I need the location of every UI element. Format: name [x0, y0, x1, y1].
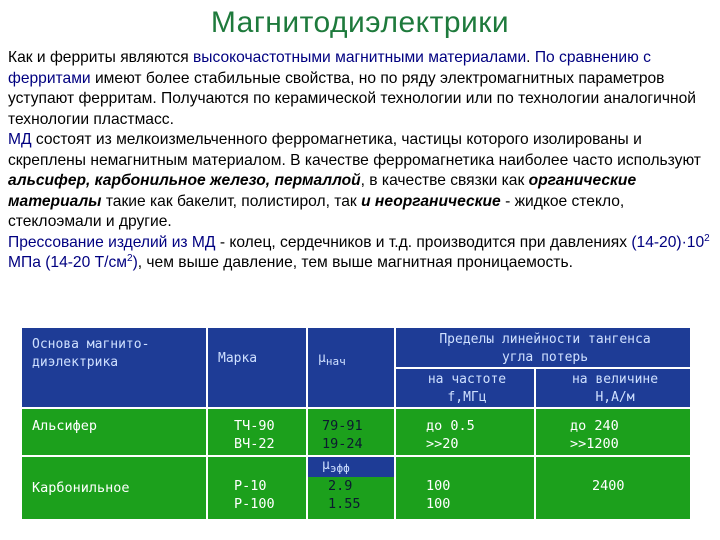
- mu-symbol: μ: [318, 351, 326, 366]
- row-carbonyl-base: [21, 456, 207, 520]
- cell-text: 2.9 1.55: [328, 478, 361, 512]
- header-mu-initial: [307, 327, 395, 408]
- highlight-span: высокочастотными магнитными материалами: [193, 49, 527, 66]
- mu-subscript: эфф: [329, 462, 350, 475]
- mu-symbol: μ: [322, 458, 330, 473]
- text-span: имеют более стабильные свойства, но по ряду электромагнитных параметров уступают ферритам. Получаются по керамической технологии или по технологии аналогичной технологии пластмасс.: [8, 69, 696, 128]
- highlight-span: По сравнению с ферритами: [8, 49, 651, 87]
- text-span: состоят из мелкоизмельченного ферромагнетика, частицы которого изолированы и скреплены немагнитным материалом. В качестве ферромагнетика наиболее часто используют: [8, 131, 701, 169]
- row-carbonyl-frequency: [395, 456, 535, 520]
- text-span: - жидкое стекло, стеклоэмали и другие.: [8, 192, 625, 230]
- paragraph-1: [8, 48, 714, 130]
- row-carbonyl-mu: [307, 456, 395, 520]
- highlight-span: МД: [8, 131, 32, 148]
- row-carbonyl-mark: [207, 456, 307, 520]
- emphasis-span: органические материалы: [8, 172, 637, 210]
- row-alsifer-base: [21, 408, 207, 456]
- header-frequency-label: на частоте f,МГц: [427, 372, 507, 405]
- header-base-label: Основа магнито- диэлектрика: [32, 337, 150, 370]
- cell-text: 2400: [592, 478, 625, 494]
- row-carbonyl-field: [535, 456, 691, 520]
- header-limits-label: Пределы линейности тангенса угла потерь: [439, 332, 651, 365]
- properties-table: [20, 326, 692, 521]
- text-span: - колец, сердечников и т.д. производится при давлениях: [215, 233, 632, 251]
- header-base: [21, 327, 207, 408]
- row-alsifer-field: [535, 408, 691, 456]
- paragraph-3: [8, 233, 714, 274]
- row-alsifer-mu: [307, 408, 395, 456]
- mu-subscript: нач: [325, 355, 346, 368]
- text-span: , в качестве связки как: [360, 172, 529, 189]
- superscript: 2: [704, 232, 710, 244]
- text-span: .: [526, 49, 535, 66]
- header-field: [535, 368, 691, 408]
- header-mark: [207, 327, 307, 408]
- row-alsifer-mark: [207, 408, 307, 456]
- emphasis-span: альсифер, карбонильное железо, пермаллой: [8, 172, 361, 189]
- cell-text: Карбонильное: [32, 480, 130, 496]
- header-field-label: на величине H,A/м: [571, 372, 659, 405]
- page-title: Магнитодиэлектрики: [210, 6, 510, 39]
- cell-text: до 0.5 >>20: [426, 418, 475, 452]
- header-frequency: [395, 368, 535, 408]
- cell-text: 79-91 19-24: [322, 418, 363, 452]
- cell-text: до 240 >>1200: [570, 418, 619, 452]
- text-span: такие как бакелит, полистирол, так: [101, 192, 362, 210]
- cell-text: Р-10 Р-100: [234, 478, 275, 512]
- row-alsifer-frequency: [395, 408, 535, 456]
- highlight-span: Прессование изделий из МД: [8, 233, 216, 251]
- mu-effective-label: [308, 457, 394, 477]
- cell-text: ТЧ-90 ВЧ-22: [234, 418, 275, 452]
- emphasis-span: и неорганические: [361, 192, 501, 210]
- text-span: Как и ферриты являются: [8, 49, 194, 66]
- body-text: [8, 48, 714, 274]
- cell-text: 100 100: [426, 478, 451, 512]
- header-mark-label: Марка: [218, 351, 258, 366]
- pressure-unit: МПа (14-20 Т/см: [8, 254, 127, 271]
- paragraph-2: [8, 130, 714, 233]
- pressure-value: (14-20)·10: [631, 233, 705, 251]
- text-span: ): [132, 254, 138, 271]
- superscript: 2: [127, 252, 133, 264]
- header-limits: [395, 327, 691, 368]
- text-span: , чем выше давление, тем выше магнитная проницаемость.: [137, 254, 573, 271]
- cell-text: Альсифер: [32, 418, 98, 434]
